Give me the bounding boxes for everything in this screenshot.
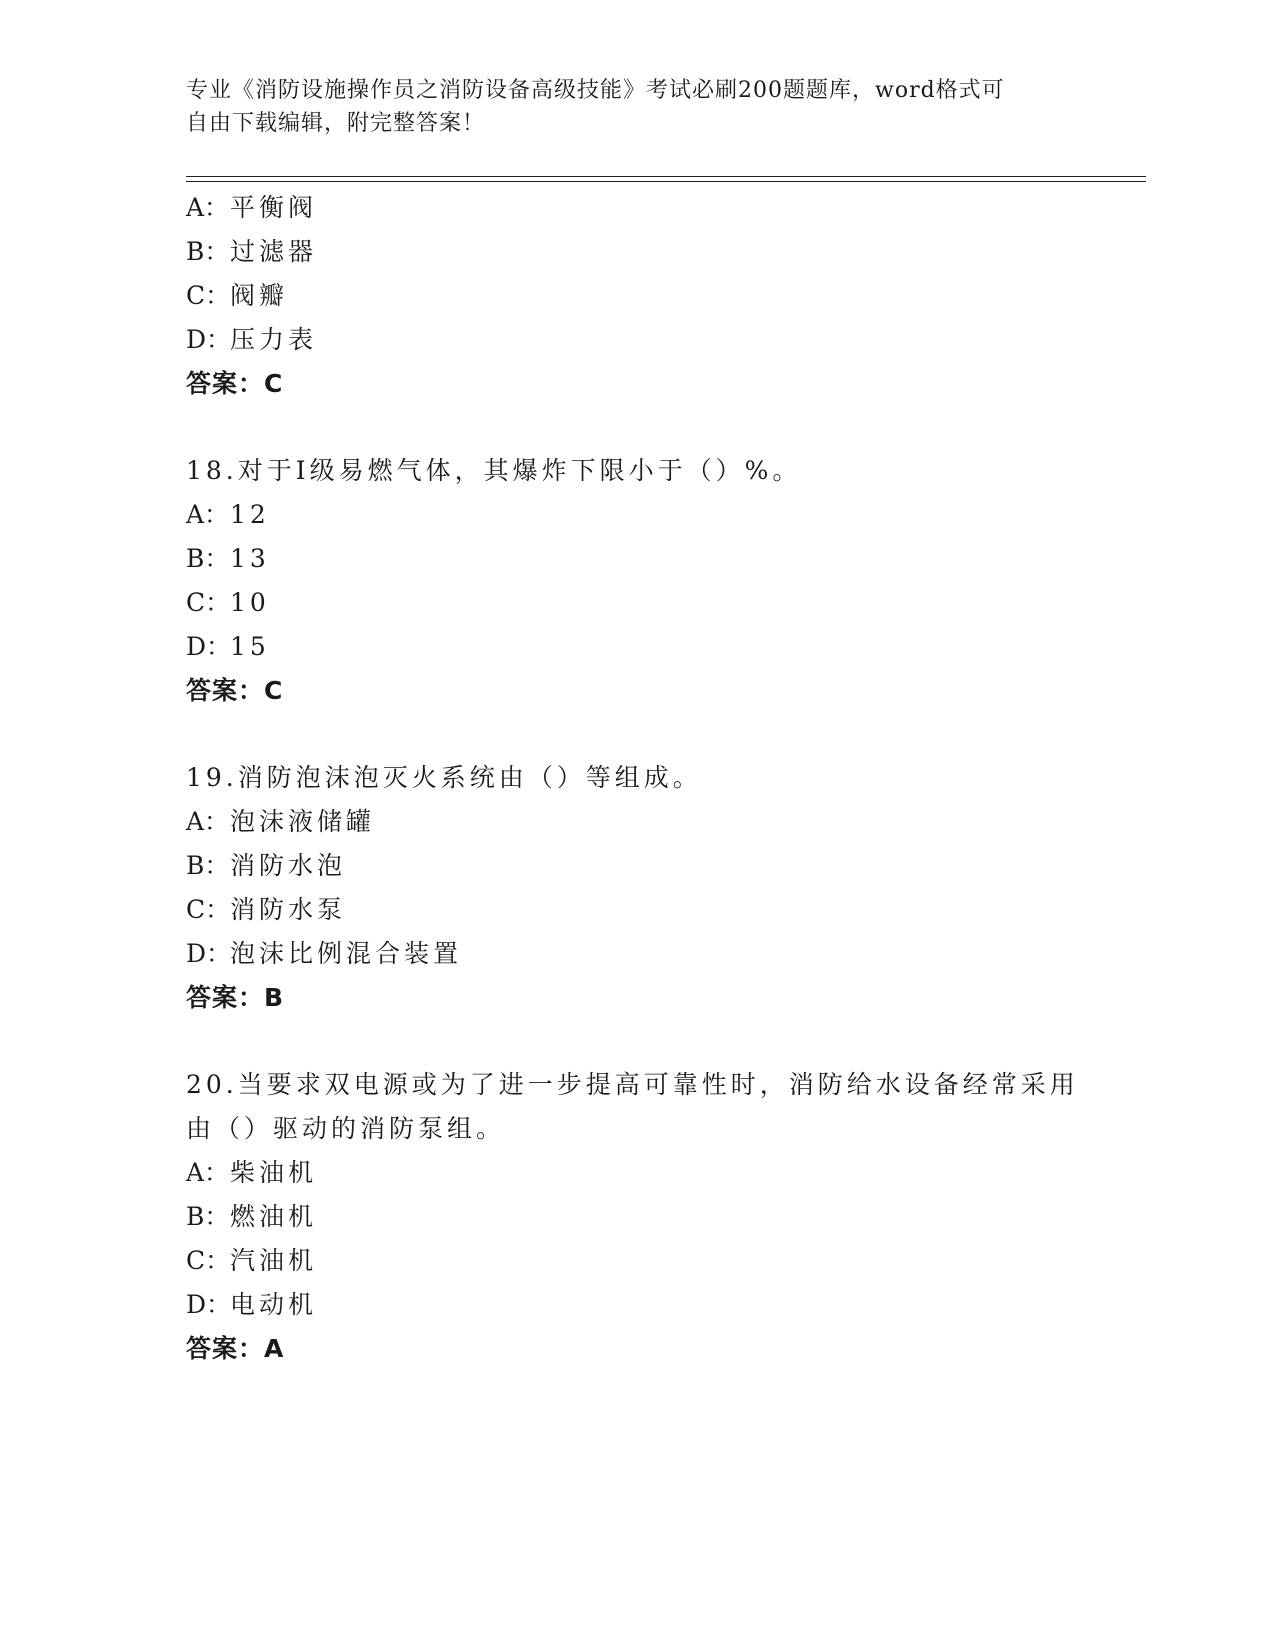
q19-answer: 答案：B <box>186 983 285 1012</box>
q19-option-d: D：泡沫比例混合装置 <box>186 939 463 968</box>
header-divider-bottom <box>186 181 1146 182</box>
q20-option-a: A：柴油机 <box>186 1158 318 1187</box>
q18-option-d: D：15 <box>186 632 270 661</box>
q18-option-b: B：13 <box>186 544 270 573</box>
q20-option-d: D：电动机 <box>186 1290 318 1319</box>
header-line-2: 自由下载编辑，附完整答案！ <box>186 111 486 136</box>
header-divider-top <box>186 176 1146 177</box>
q20-option-c: C：汽油机 <box>186 1246 318 1275</box>
q19-stem: 19.消防泡沫泡灭火系统由（）等组成。 <box>186 763 702 792</box>
q19-option-b: B：消防水泡 <box>186 851 347 880</box>
q17-option-a: A：平衡阀 <box>186 193 318 222</box>
q20-answer: 答案：A <box>186 1334 285 1363</box>
q19-option-a: A：泡沫液储罐 <box>186 807 376 836</box>
document-header <box>186 74 1066 140</box>
q18-option-c: C：10 <box>186 588 270 617</box>
q17-option-b: B：过滤器 <box>186 237 318 266</box>
q18-stem: 18.对于Ⅰ级易燃气体，其爆炸下限小于（）%。 <box>186 456 802 485</box>
header-line-1: 专业《消防设施操作员之消防设备高级技能》考试必刷200题题库，word格式可 <box>186 78 1005 103</box>
q17-option-d: D：压力表 <box>186 325 318 354</box>
q19-option-c: C：消防水泵 <box>186 895 347 924</box>
q18-answer: 答案：C <box>186 676 284 705</box>
q20-stem-line-2: 由（）驱动的消防泵组。 <box>186 1114 506 1143</box>
q17-answer: 答案：C <box>186 369 284 398</box>
q20-option-b: B：燃油机 <box>186 1202 318 1231</box>
q18-option-a: A：12 <box>186 500 270 529</box>
q17-option-c: C：阀瓣 <box>186 281 289 310</box>
q20-stem-line-1: 20.当要求双电源或为了进一步提高可靠性时，消防给水设备经常采用 <box>186 1070 1079 1099</box>
